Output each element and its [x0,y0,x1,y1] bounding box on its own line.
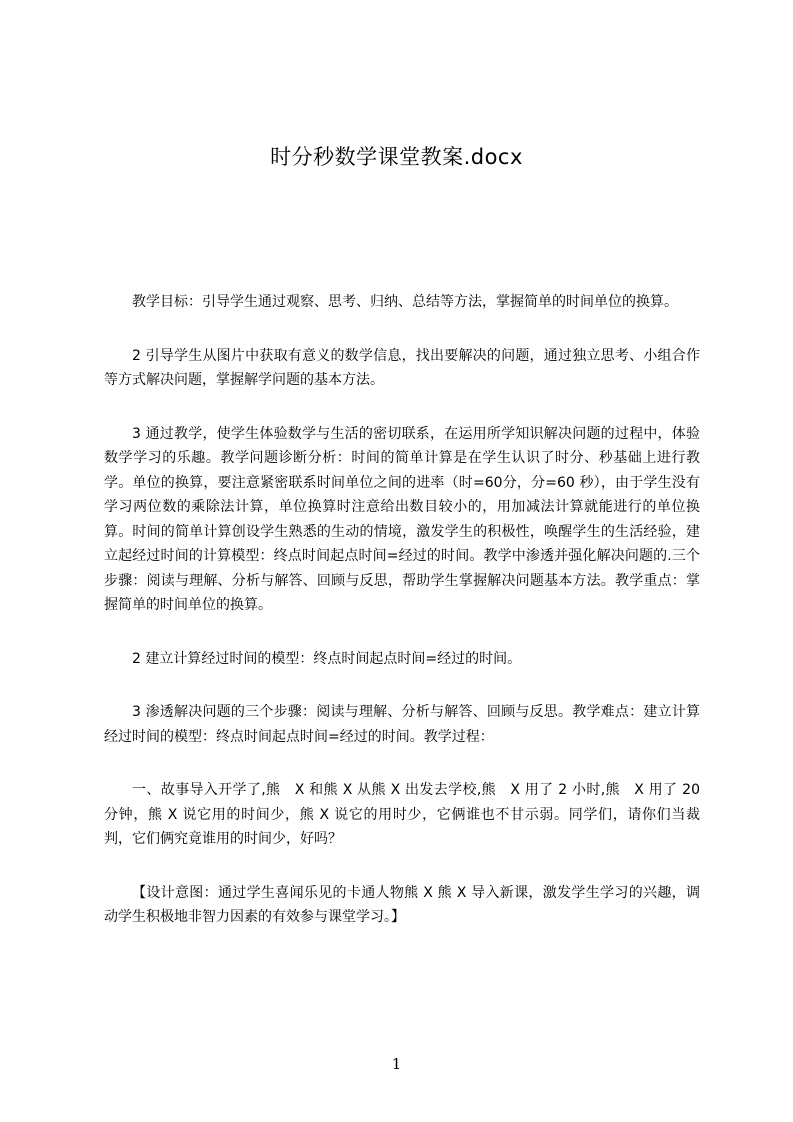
document-title: 时分秒数学课堂教案.docx [270,145,523,169]
paragraph-goal-3-analysis: 3 通过教学，使学生体验数学与生活的密切联系，在运用所学知识解决问题的过程中，体验数学学习的乐趣。教学问题诊断分析：时间的简单计算是在学生认识了时分、秒基础上进行教学。单位的换算，要注意紧密联系时间单位之间的进率（时=60分，分=60 秒），由于学生没有学习两位数的乘除法计算，单位换算时注意给出数目较小的，用加减法计算就能进行的单位换算。时间的简单计算创设学生熟悉的生动的情境，激发学生的积极性，唤醒学生的生活经验，建立起经过时间的计算模型：终点时间起点时间=经过的时间。教学中渗透并强化解决问题的.三个步骤：阅读与理解、分析与解答、回顾与反思，帮助学生掌握解决问题基本方法。教学重点：掌握简单的时间单位的换算。 [104,425,700,613]
paragraph-key-point-3: 3 渗透解决问题的三个步骤：阅读与理解、分析与解答、回顾与反思。教学难点：建立计算经过时间的模型：终点时间起点时间=经过的时间。教学过程： [104,704,700,745]
paragraph-design-intent: 【设计意图：通过学生喜闻乐见的卡通人物熊 X 熊 X 导入新课，激发学生学习的兴趣，调动学生积极地非智力因素的有效参与课堂学习。】 [104,884,700,925]
document-body [104,290,700,959]
paragraph-goal-2: 2 引导学生从图片中获取有意义的数学信息，找出要解决的问题，通过独立思考、小组合作等方式解决问题，掌握解学问题的基本方法。 [104,347,700,388]
paragraph-key-point-2: 2 建立计算经过时间的模型：终点时间起点时间=经过的时间。 [132,650,522,667]
paragraph-teaching-goals: 教学目标：引导学生通过观察、思考、归纳、总结等方法，掌握简单的时间单位的换算。 [132,294,678,310]
paragraph-story-intro: 一、故事导入开学了,熊 X 和熊 X 从熊 X 出发去学校,熊 X 用了 2 小时,熊 X 用了 20 分钟，熊 X 说它用的时间少，熊 X 说它的用时少，它俩谁也不甘示弱。同学们，请你们当裁判，它们俩究竟谁用的时间少，好吗？ [104,782,700,847]
page-number: 1 [391,1055,402,1073]
